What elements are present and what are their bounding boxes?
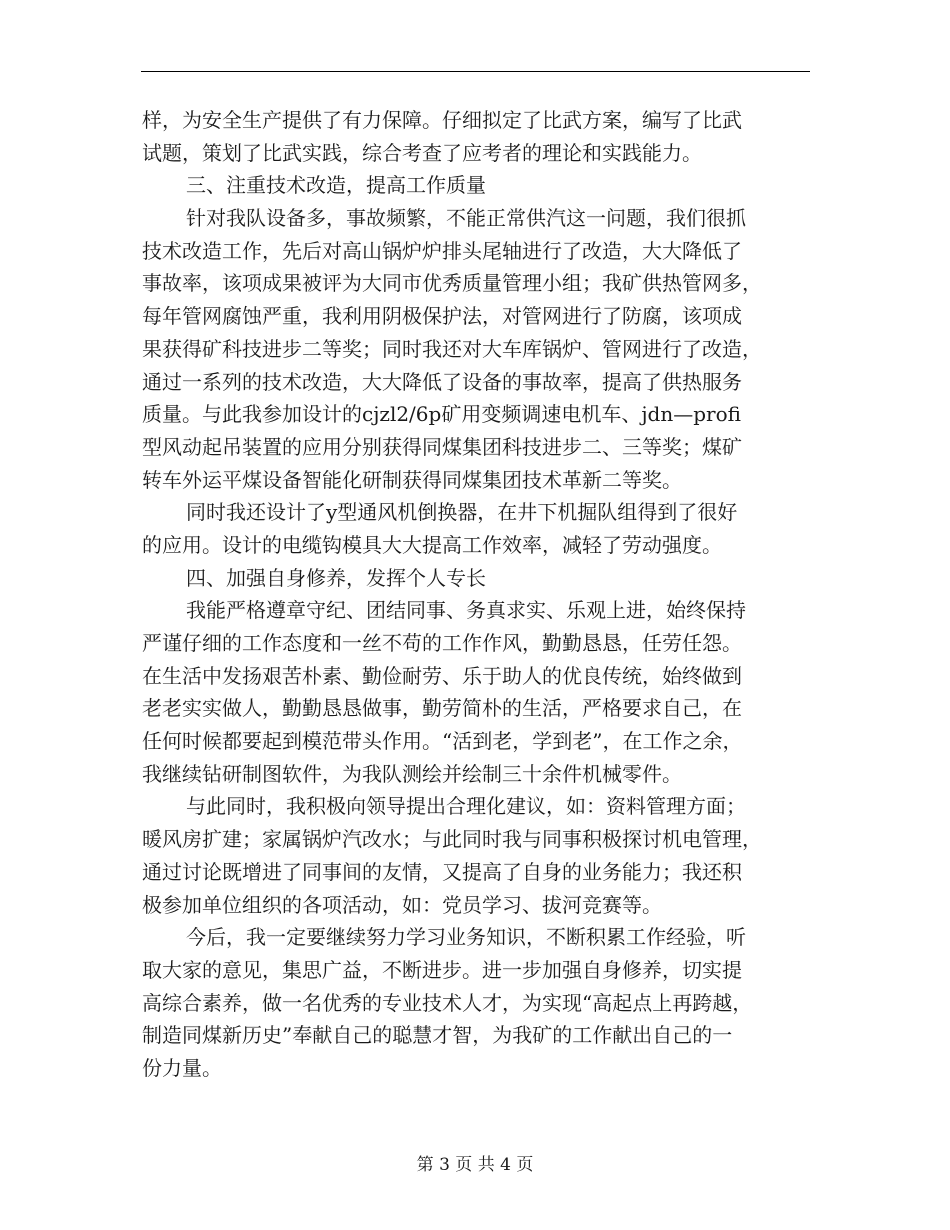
text-line: 同时我还设计了y型通风机倒换器，在井下机掘队组得到了很好: [186, 500, 738, 525]
text-line: 制造同煤新历史”奉献自己的聪慧才智，为我矿的工作献出自己的一: [142, 1023, 733, 1048]
text-line: 取大家的意见，集思广益，不断进步。进一步加强自身修养，切实提: [142, 957, 742, 982]
page-footer: 第 3 页 共 4 页: [416, 1155, 534, 1175]
text-line: 事故率，该项成果被评为大同市优秀质量管理小组；我矿供热管网多，: [142, 271, 762, 296]
text-line: 与此同时，我积极向领导提出合理化建议，如：资料管理方面；: [186, 794, 746, 819]
text-line: 我能严格遵章守纪、团结同事、务真求实、乐观上进，始终保持: [186, 598, 746, 623]
text-line: 每年管网腐蚀严重，我利用阴极保护法，对管网进行了防腐，该项成: [142, 304, 742, 329]
text-line: 暖风房扩建；家属锅炉汽改水；与此同时我与同事积极探讨机电管理，: [142, 827, 762, 852]
text-line: 通过讨论既增进了同事间的友情，又提高了自身的业务能力；我还积: [142, 859, 742, 884]
text-line: 通过一系列的技术改造，大大降低了设备的事故率，提高了供热服务: [142, 369, 742, 394]
text-line: 任何时候都要起到模范带头作用。“活到老，学到老”，在工作之余，: [142, 729, 743, 754]
text-line: 在生活中发扬艰苦朴素、勤俭耐劳、乐于助人的优良传统，始终做到: [142, 663, 742, 688]
text-line: 质量。与此我参加设计的cjzl2/6p矿用变频调速电机车、jdn—profi: [142, 402, 741, 427]
text-line: 三、注重技术改造，提高工作质量: [186, 173, 486, 198]
text-line: 的应用。设计的电缆钩模具大大提高工作效率，减轻了劳动强度。: [142, 532, 722, 557]
text-line: 高综合素养，做一名优秀的专业技术人才，为实现“高起点上再跨越，: [142, 990, 753, 1015]
text-line: 技术改造工作，先后对高山锅炉炉排头尾轴进行了改造，大大降低了: [142, 238, 742, 263]
body-text: [142, 104, 814, 1085]
text-line: 果获得矿科技进步二等奖；同时我还对大车库锅炉、管网进行了改造，: [142, 336, 762, 361]
header-rule: [141, 71, 810, 72]
text-line: 我继续钻研制图软件，为我队测绘并绘制三十余件机械零件。: [142, 761, 682, 786]
text-line: 针对我队设备多，事故频繁，不能正常供汽这一问题，我们很抓: [186, 206, 746, 231]
text-line: 型风动起吊装置的应用分别获得同煤集团科技进步二、三等奖；煤矿: [142, 434, 742, 459]
text-line: 份力量。: [142, 1055, 222, 1080]
text-line: 样，为安全生产提供了有力保障。仔细拟定了比武方案，编写了比武: [142, 108, 742, 132]
text-line: 严谨仔细的工作态度和一丝不苟的工作作风，勤勤恳恳，任劳任怨。: [142, 631, 742, 655]
text-line: 试题，策划了比武实践，综合考查了应考者的理论和实践能力。: [142, 140, 702, 165]
text-line: 转车外运平煤设备智能化研制获得同煤集团技术革新二等奖。: [142, 467, 682, 492]
text-line: 极参加单位组织的各项活动，如：党员学习、拔河竞赛等。: [142, 892, 662, 917]
text-line: 老老实实做人，勤勤恳恳做事，勤劳简朴的生活，严格要求自己，在: [142, 696, 742, 721]
text-line: 四、加强自身修养，发挥个人专长: [186, 565, 486, 590]
text-line: 今后，我一定要继续努力学习业务知识，不断积累工作经验，听: [186, 925, 746, 950]
